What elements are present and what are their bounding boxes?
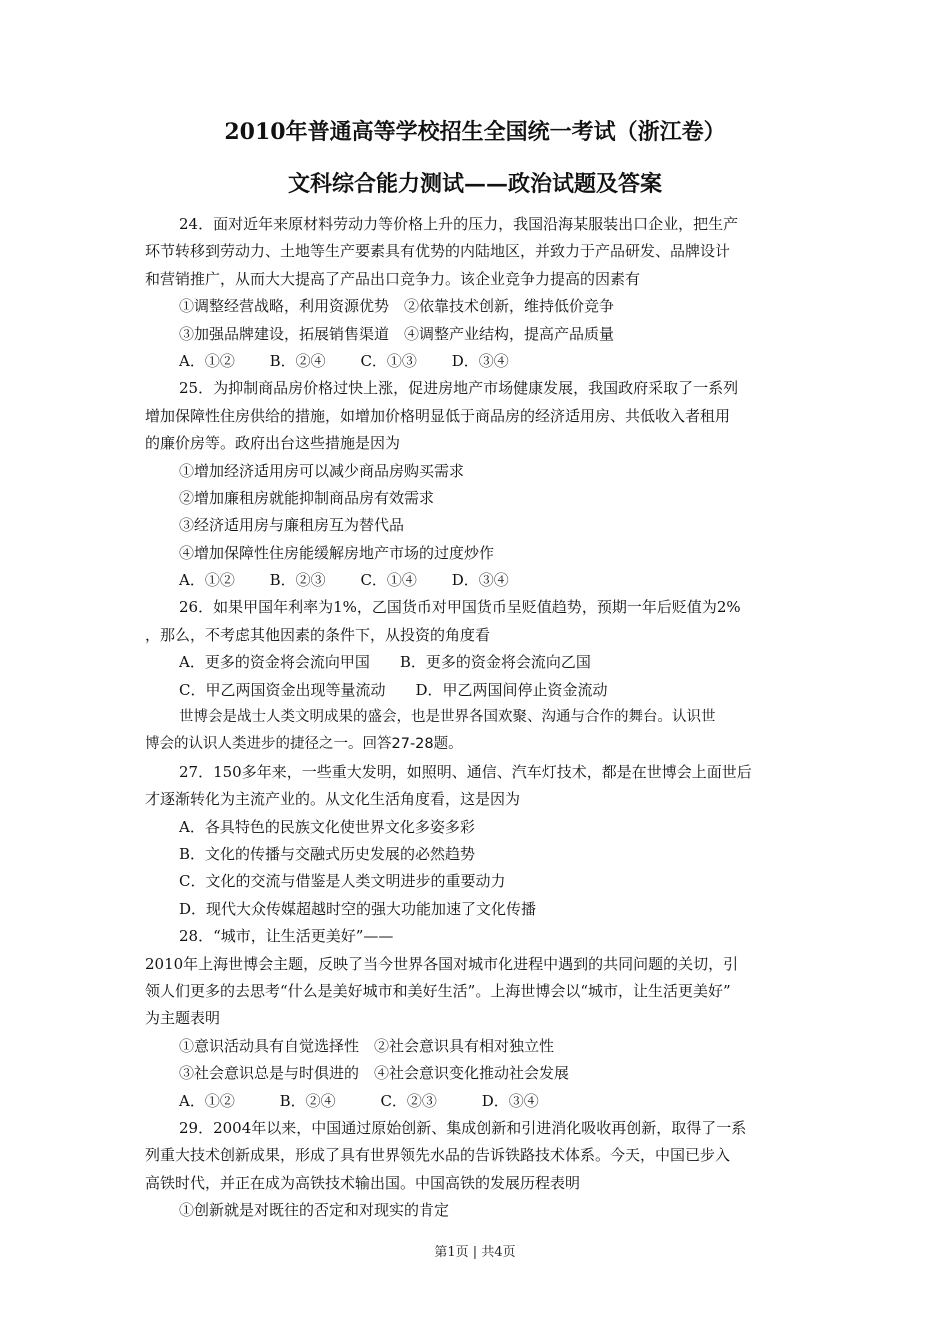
q24-choice-a: A．①② [179,351,235,370]
q25-statement-4: ④增加保障性住房能缓解房地产市场的过度炒作 [179,543,495,562]
q25-choice-b: B．②③ [269,571,326,590]
q24-choice-c: C．①③ [360,351,417,370]
q25-stem-line-2: 增加保障性住房供给的措施，如增加价格明显低于商品房的经济适用房、共低收入者租用 [145,406,731,425]
q29-stem-line-2: 列重大技术创新成果，形成了具有世界领先水品的告诉铁路技术体系。今天，中国已步入 [145,1146,731,1165]
q24-choice-d: D．③④ [451,351,509,370]
q25-stem-line-3: 的廉价房等。政府出台这些措施是因为 [145,434,401,453]
q28-choice-b: B．②④ [279,1091,336,1110]
page-footer: 第1页 | 共4页 [434,1245,516,1260]
q28-choice-d: D．③④ [481,1091,539,1110]
q24-stem-line-2: 环节转移到劳动力、土地等生产要素具有优势的内陆地区，并致力于产品研发、品牌设计 [145,242,731,261]
q24-choices [145,348,815,375]
q25-statement-2: ②增加廉租房就能抑制商品房有效需求 [179,488,435,507]
q27-option-c: C．文化的交流与借鉴是人类文明进步的重要动力 [179,872,506,891]
q25-stem-line-1: 25．为抑制商品房价格过快上涨，促进房地产市场健康发展，我国政府采取了一系列 [179,379,739,398]
document-title: 2010年普通高等学校招生全国统一考试（浙江卷） [224,119,726,145]
document-subtitle: 文科综合能力测试——政治试题及答案 [287,171,662,197]
q26-stem-line-2: ，那么，不考虑其他因素的条件下，从投资的角度看 [145,625,491,644]
exam-content [145,211,815,1224]
q28-statements-2: ③社会意识总是与时俱进的 ④社会意识变化推动社会发展 [179,1064,570,1083]
expo-intro-line-2: 博会的认识人类进步的捷径之一。回答27-28题。 [145,736,463,753]
q25-choice-a: A．①② [179,571,235,590]
q24-stem-line-1: 24．面对近年来原材料劳动力等价格上升的压力，我国沿海某服装出口企业，把生产 [179,215,739,233]
q28-stem-line-2: 2010年上海世博会主题，反映了当今世界各国对城市化进程中遇到的共同问题的关切，引 [145,954,739,973]
q28-choices [145,1088,815,1115]
q26-options-cd: C．甲乙两国资金出现等量流动 D．甲乙两国间停止资金流动 [179,680,608,699]
q28-choice-c: C．②③ [380,1091,437,1110]
q27-stem-line-2: 才逐渐转化为主流产业的。从文化生活角度看，这是因为 [145,790,521,809]
q25-choice-d: D．③④ [451,571,509,590]
q29-stem-line-1: 29．2004年以来，中国通过原始创新、集成创新和引进消化吸收再创新，取得了一系 [179,1118,747,1137]
q28-stem-line-4: 为主题表明 [145,1009,221,1028]
q28-choice-a: A．①② [179,1091,235,1110]
q27-stem-line-1: 27．150多年来，一些重大发明，如照明、通信、汽车灯技术，都是在世博会上面世后 [179,762,752,781]
q26-options-ab: A．更多的资金将会流向甲国 B．更多的资金将会流向乙国 [179,653,591,672]
q25-statement-1: ①增加经济适用房可以减少商品房购买需求 [179,461,465,480]
q27-option-d: D．现代大众传媒超越时空的强大功能加速了文化传播 [179,899,537,918]
q29-stem-line-3: 高铁时代，并正在成为高铁技术输出国。中国高铁的发展历程表明 [145,1173,581,1192]
q28-statements-1: ①意识活动具有自觉选择性 ②社会意识具有相对独立性 [179,1036,555,1055]
q24-statements-1: ①调整经营战略，利用资源优势 ②依靠技术创新，维持低价竞争 [179,297,615,316]
q26-stem-line-1: 26．如果甲国年利率为1%，乙国货币对甲国货币呈贬值趋势，预期一年后贬值为2% [179,598,741,617]
q24-choice-b: B．②④ [269,351,326,370]
expo-intro-line-1: 世博会是战士人类文明成果的盛会，也是世界各国欢聚、沟通与合作的舞台。认识世 [179,709,716,726]
q24-statements-2: ③加强品牌建设，拓展销售渠道 ④调整产业结构，提高产品质量 [179,324,615,343]
q27-option-a: A．各具特色的民族文化使世界文化多姿多彩 [179,817,475,836]
q27-option-b: B．文化的传播与交融式历史发展的必然趋势 [179,844,476,863]
q25-choices [145,567,815,594]
q28-stem-line-1: 28．“城市，让生活更美好”—— [179,927,394,946]
q29-statement-1: ①创新就是对既往的否定和对现实的肯定 [179,1201,450,1220]
q25-choice-c: C．①④ [360,571,417,590]
q25-statement-3: ③经济适用房与廉租房互为替代品 [179,516,405,535]
q24-stem-line-3: 和营销推广，从而大大提高了产品出口竞争力。该企业竞争力提高的因素有 [145,269,641,288]
q28-stem-line-3: 领人们更多的去思考“什么是美好城市和美好生活”。上海世博会以“城市，让生活更美好” [145,981,731,1000]
